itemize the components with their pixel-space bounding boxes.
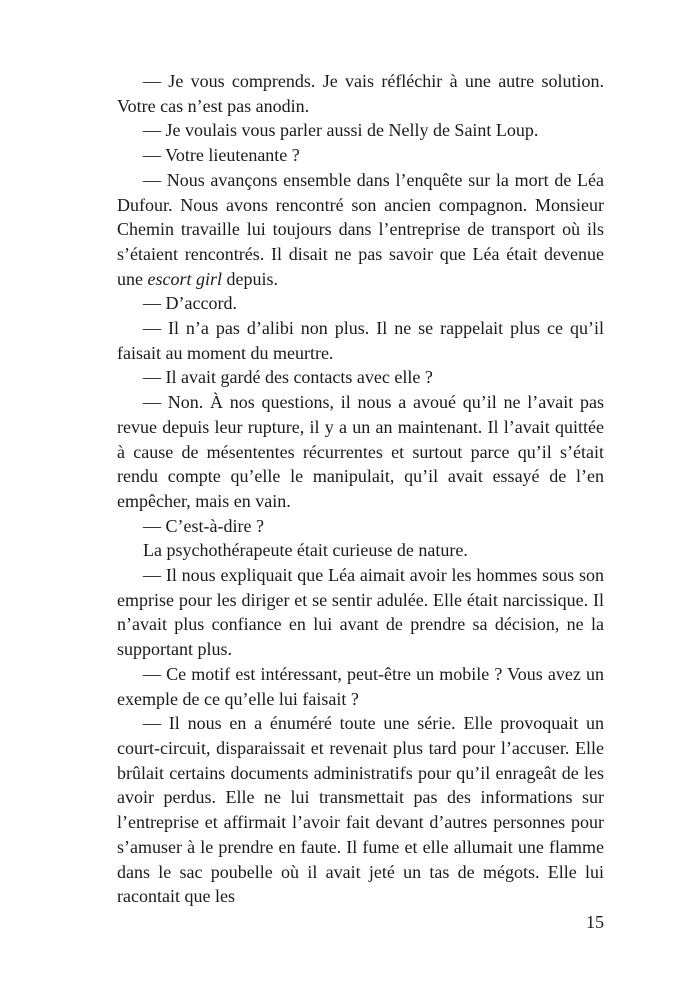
paragraph: — Il avait gardé des contacts avec elle ?	[143, 367, 433, 388]
paragraph: — Non. À nos questions, il nous a avoué qu’il ne l’avait pas revue depuis leur rupture, il y a un an maintenant. Il l’avait quittée à cause de mésententes récurrentes et surtout parce qu’il s’était rendu compte qu’elle le manipulait, qu’il avait essayé de l’en empêcher, mais en vain.	[117, 392, 604, 511]
paragraph-text: — Nous avançons ensemble dans l’enquête sur la mort de Léa Dufour. Nous avons rencontré son ancien compagnon. Monsieur Chemin travaille lui toujours dans l’entreprise de transport où ils s’étaient rencontrés. Il disait ne pas savoir que Léa était devenue une	[117, 169, 604, 289]
page-number: 15	[586, 912, 604, 932]
paragraph: — Je voulais vous parler aussi de Nelly de Saint Loup.	[143, 120, 539, 141]
paragraph: — C’est-à-dire ?	[143, 515, 264, 536]
paragraph: — Il nous en a énuméré toute une série. Elle provoquait un court-circuit, disparaissait et revenait plus tard pour l’accuser. Elle brûlait certains documents administratifs pour qu’il enrageât de les avoir perdus. Elle ne lui transmettait pas des informations sur l’entreprise et affirmait l’avoir fait devant d’autres personnes pour s’amuser à le prendre en faute. Il fume et elle allumait une flamme dans le sac poubelle où il avait jeté un tas de mégots. Elle lui racontait que les	[117, 713, 604, 907]
paragraph: — Il n’a pas d’alibi non plus. Il ne se rappelait plus ce qu’il faisait au moment du meurtre.	[117, 318, 604, 363]
paragraph: — Votre lieutenante ?	[143, 145, 300, 166]
paragraph	[117, 168, 604, 292]
paragraph: — Ce motif est intéressant, peut-être un mobile ? Vous avez un exemple de ce qu’elle lui faisait ?	[117, 663, 604, 709]
paragraph: — Il nous expliquait que Léa aimait avoir les hommes sous son emprise pour les diriger et se sentir adulée. Elle était narcissique. Il n’avait plus confiance en lui avant de prendre sa décision, ne la supportant plus.	[117, 565, 604, 660]
italic-phrase: escort girl	[147, 268, 222, 289]
paragraph: — D’accord.	[143, 293, 237, 314]
paragraph: — Je vous comprends. Je vais réfléchir à une autre solution. Votre cas n’est pas anodin.	[117, 71, 604, 116]
paragraph-text-end: depuis.	[222, 268, 278, 289]
page-body	[117, 69, 604, 909]
paragraph: La psychothérapeute était curieuse de nature.	[143, 540, 468, 561]
